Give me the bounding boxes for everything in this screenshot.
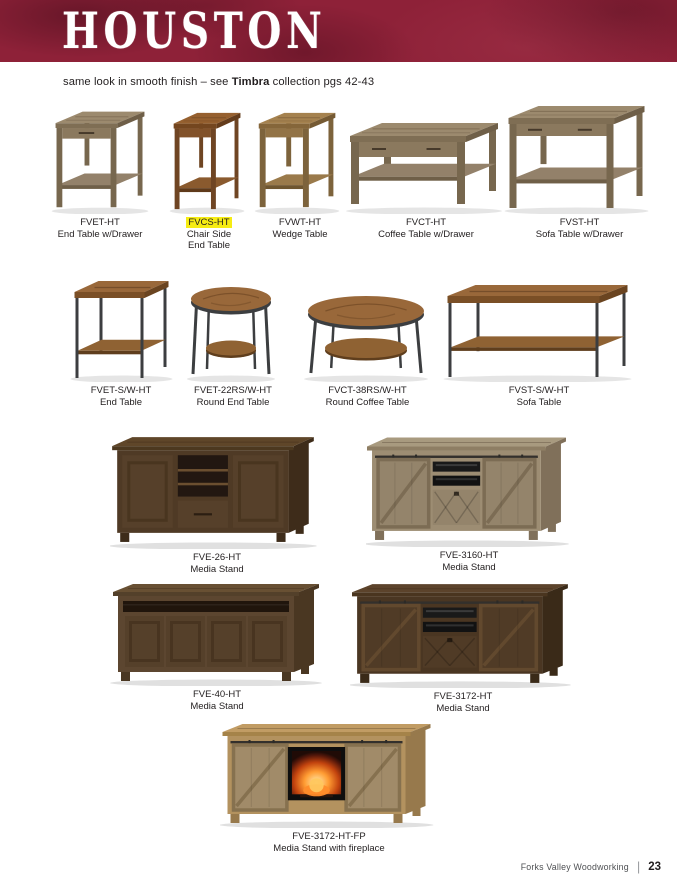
product-card-fvwt-ht bbox=[250, 104, 350, 240]
product-card-fve-26-ht bbox=[110, 428, 324, 575]
product-code: FVWT-HT bbox=[278, 217, 322, 228]
product-image-metal-end-table bbox=[66, 270, 176, 382]
product-name: Round End Table bbox=[196, 396, 270, 408]
product-code: FVST-S/W-HT bbox=[508, 385, 570, 396]
product-name: End Table bbox=[99, 396, 143, 408]
product-card-fvet-22rs-ht bbox=[183, 274, 283, 408]
product-code: FVE-26-HT bbox=[192, 552, 242, 563]
product-image-end-table-drawer bbox=[50, 100, 150, 214]
product-image-metal-sofa-table bbox=[440, 272, 638, 382]
product-image-media-stand-fireplace bbox=[220, 716, 438, 828]
product-card-fvst-ht bbox=[502, 98, 657, 240]
product-code: FVCT-38RS/W-HT bbox=[328, 385, 407, 396]
product-code: FVCS-HT bbox=[188, 217, 230, 228]
product-image-sofa-table-drawer bbox=[502, 98, 657, 214]
subtitle bbox=[63, 76, 374, 88]
product-code: FVE-3172-HT-FP bbox=[292, 831, 366, 842]
product-name: Round Coffee Table bbox=[325, 396, 410, 408]
product-card-fve-3160-ht bbox=[366, 428, 572, 573]
product-card-fvst-sw-ht bbox=[440, 272, 638, 408]
product-card-fve-40-ht bbox=[110, 576, 324, 712]
product-name: Media Stand bbox=[442, 561, 496, 573]
brand-name: Forks Valley Woodworking bbox=[520, 861, 629, 872]
product-card-fvcs-ht bbox=[166, 104, 252, 252]
product-name: End Table w/Drawer bbox=[57, 228, 143, 240]
subtitle-prefix: same look in smooth finish – see bbox=[63, 76, 232, 88]
product-image-round-end-table bbox=[183, 274, 283, 382]
page-number: 23 bbox=[648, 860, 661, 873]
product-code: FVCT-HT bbox=[405, 217, 447, 228]
footer bbox=[521, 859, 661, 874]
product-card-fve-3172-ht-fp bbox=[220, 716, 438, 854]
subtitle-collection-name: Timbra bbox=[231, 76, 270, 88]
product-image-media-stand-barn-dark bbox=[350, 576, 576, 688]
product-name: Sofa Table bbox=[516, 396, 562, 408]
product-name: Media Stand bbox=[436, 702, 490, 714]
product-name: Coffee Table w/Drawer bbox=[378, 228, 474, 240]
product-image-chair-side-end-table bbox=[166, 104, 252, 214]
product-card-fvet-ht bbox=[50, 100, 150, 240]
product-code: FVE-3160-HT bbox=[439, 550, 499, 561]
product-card-fvet-sw-ht bbox=[66, 270, 176, 408]
product-code: FVE-40-HT bbox=[192, 689, 242, 700]
product-image-media-stand-barn-gray bbox=[366, 428, 572, 547]
product-name: Media Stand bbox=[190, 563, 244, 575]
product-card-fve-3172-ht bbox=[350, 576, 576, 714]
product-image-coffee-table-drawer bbox=[345, 110, 507, 214]
collection-banner bbox=[0, 0, 677, 62]
product-image-wedge-table bbox=[250, 104, 350, 214]
product-name: Media Stand with fireplace bbox=[273, 842, 385, 854]
product-name: Media Stand bbox=[190, 700, 244, 712]
product-name: Sofa Table w/Drawer bbox=[535, 228, 624, 240]
product-card-fvct-ht bbox=[345, 110, 507, 240]
product-card-fvct-38rs-ht bbox=[300, 280, 435, 408]
footer-divider: | bbox=[636, 859, 641, 874]
product-name: Chair Side End Table bbox=[186, 228, 232, 251]
product-code: FVET-S/W-HT bbox=[90, 385, 152, 396]
product-image-round-coffee-table bbox=[300, 280, 435, 382]
product-image-media-stand-4door bbox=[110, 576, 324, 686]
page-title: HOUSTON bbox=[62, 1, 327, 60]
product-code: FVET-22RS/W-HT bbox=[194, 385, 272, 396]
product-code: FVST-HT bbox=[559, 217, 600, 228]
product-code: FVE-3172-HT bbox=[433, 691, 493, 702]
subtitle-suffix: collection pgs 42-43 bbox=[269, 76, 375, 88]
product-name: Wedge Table bbox=[272, 228, 328, 240]
product-code: FVET-HT bbox=[80, 217, 120, 228]
product-image-media-stand-doors bbox=[110, 428, 324, 549]
